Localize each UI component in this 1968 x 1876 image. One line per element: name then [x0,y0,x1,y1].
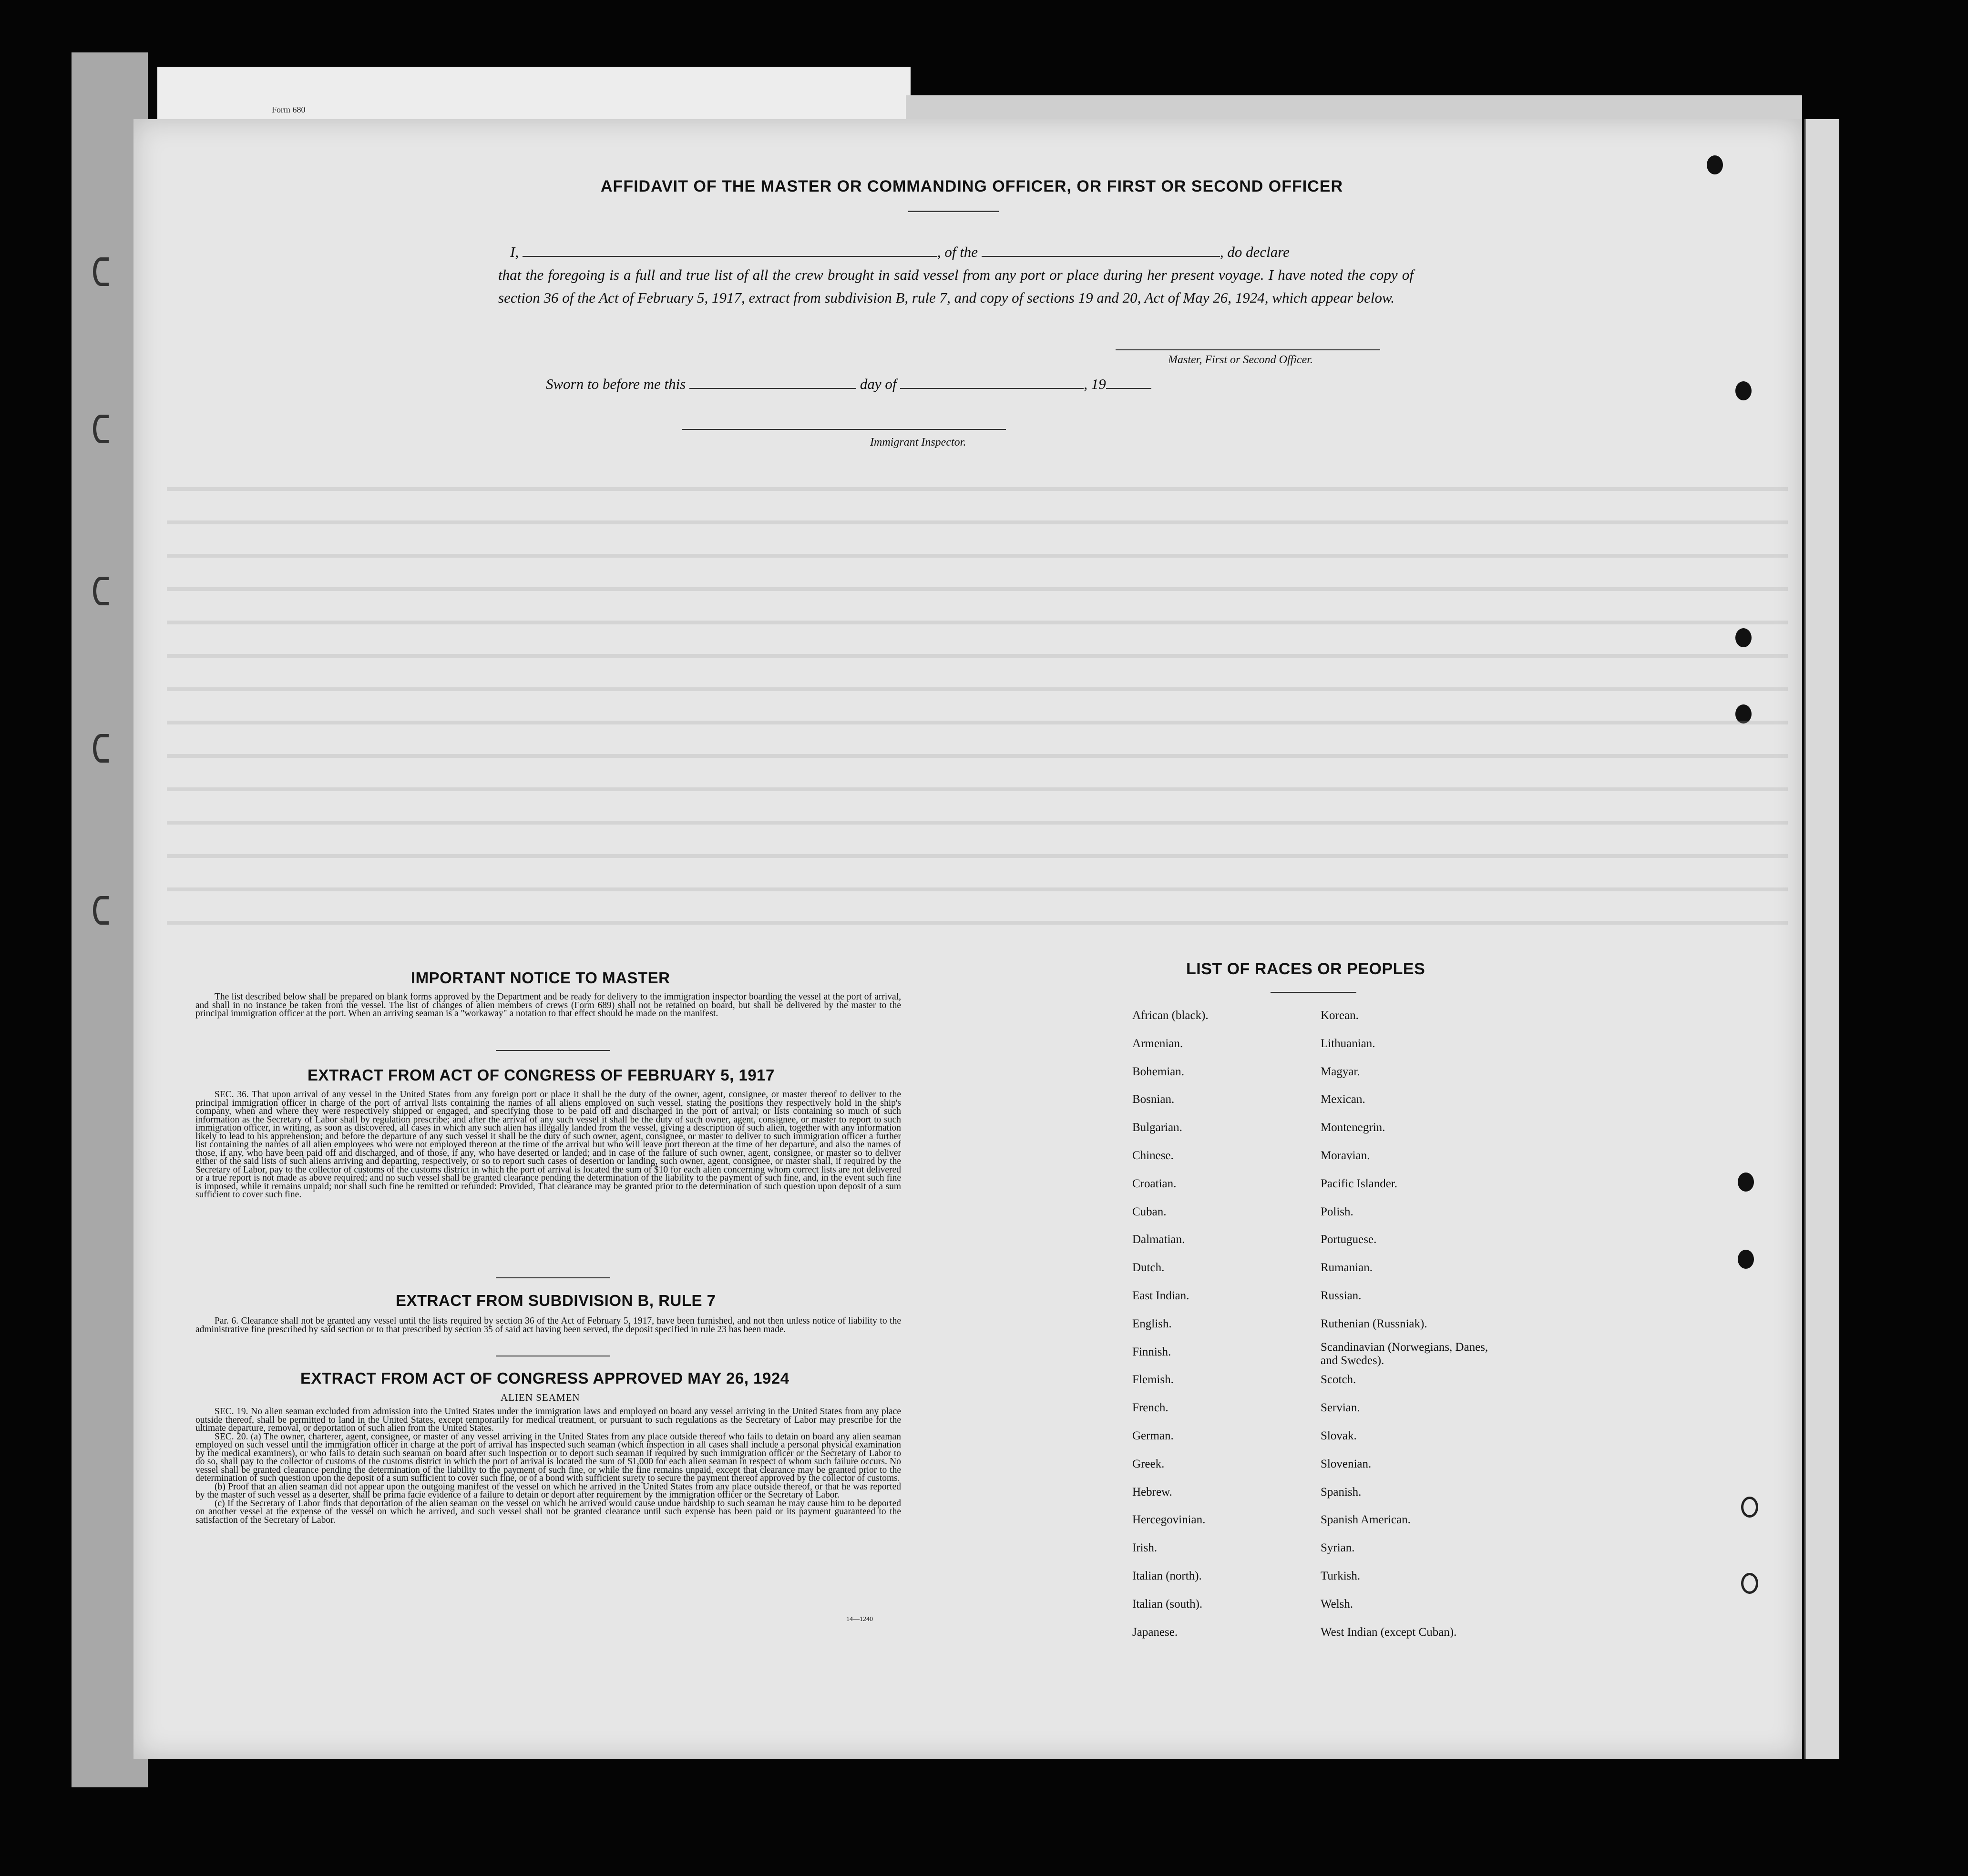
race-item: Moravian. [1321,1149,1370,1162]
signature-line [1116,349,1380,350]
race-item: Italian (south). [1132,1597,1203,1611]
vessel-blank[interactable] [982,245,1220,257]
notice-paragraph: The list described below shall be prepared on blank forms approved by the Department and be ready for delivery to the immigration inspector boarding the vessel at the port of arrival, and shall in no instance be taken from the vessel. The list of changes of alien members of crews (Form 689) shall not be retained on board, but shall be delivered by the master to the principal immigration officer at the port. When an arriving seaman is a "workaway" a notation to that effect should be made on the manifest. [195,992,901,1019]
sec20a-paragraph: SEC. 20. (a) The owner, charterer, agent, consignee, or master of any vessel arriving in the United States from any place outside thereof who fails to detain on board any alien seaman employed on such vessel until the immigration officer in charge at the port of arrival has inspected such seaman (which inspection in all cases shall include a personal physical examination by the medical examiners), or who fails to detain such seaman on board after such inspection or to deport such seaman if required by such immigration officer or the Secretary of Labor to do so, shall pay to the collector of customs of the customs district in which the port of arrival is located the sum of $1,000 for each alien seaman in respect of whom such failure occurs. No vessel shall be granted clearance pending the determination of the liability to the payment of such fine, or while the fine remains unpaid, except that clearance may be granted prior to the determination of such question upon the deposit of a sum sufficient to cover such fine, or of a bond with sufficient surety to secure the payment thereof approved by the collector of customs. [195,1431,901,1483]
race-item: Hebrew. [1132,1485,1172,1499]
page-edge-strip [1804,119,1839,1759]
sworn-day-blank[interactable] [689,377,856,389]
title-divider [908,211,999,212]
race-item: Magyar. [1321,1065,1360,1078]
punch-hole-icon [1741,1497,1758,1518]
race-item: Servian. [1321,1401,1360,1415]
race-item: Dutch. [1132,1261,1165,1274]
extract-1924-text [195,1407,901,1524]
race-item: Croatian. [1132,1177,1177,1190]
sec20b-paragraph: (b) Proof that an alien seaman did not appear upon the outgoing manifest of the vessel on which he arrived in the United States from any place outside thereof, or that he was reported by the master of such vessel as a deserter, shall be prima facie evidence of a failure to detain or deport after requirement by the immigration officer or the Secretary of Labor. [195,1481,901,1500]
race-item: Pacific Islander. [1321,1177,1398,1190]
punch-hole-icon [1707,155,1723,174]
affidavit-i: I, [510,244,519,260]
race-item: Hercegovinian. [1132,1513,1206,1527]
name-blank[interactable] [523,245,937,257]
race-item: Portuguese. [1321,1233,1377,1246]
race-item: Korean. [1321,1009,1359,1022]
race-item: Scandinavian (Norwegians, Danes, and Swedes). [1321,1340,1488,1367]
sworn-year-label: , 19 [1084,376,1106,392]
notice-divider [496,1050,610,1051]
race-item: Bohemian. [1132,1065,1185,1078]
race-item: Greek. [1132,1457,1165,1470]
sworn-year-blank[interactable] [1106,377,1151,389]
race-item: Spanish. [1321,1485,1362,1499]
form-label: Form 680 [272,105,306,114]
notice-title: IMPORTANT NOTICE TO MASTER [411,969,670,987]
race-item: French. [1132,1401,1168,1415]
sworn-month-blank[interactable] [900,377,1084,389]
sworn-prefix: Sworn to before me this [546,376,686,392]
race-item: Polish. [1321,1205,1353,1218]
inspector-label: Immigrant Inspector. [870,436,966,449]
form-code: 14—1240 [846,1616,873,1623]
races-title: LIST OF RACES OR PEOPLES [1186,960,1425,978]
punch-hole-icon [1738,1250,1754,1269]
affidavit-declaration [498,241,1414,309]
race-item: Scotch. [1321,1373,1356,1387]
sec36-paragraph: SEC. 36. That upon arrival of any vessel in the United States from any foreign port or place it shall be the duty of the owner, agent, consignee, or master thereof to deliver to the principal immigration officer in charge of the port of arrival lists containing the names of all aliens employed on such vessel, stating the positions they respectively hold in the ship's company, when and where they were respectively shipped or engaged, and specifying those to be paid off and discharged in the port of arrival; or lists containing so much of such information as the Secretary of Labor shall by regulation prescribe; and after the arrival of any such vessel it shall be the duty of such owner, agent, consignee, or master to report to such immigration officer, in writing, as soon as discovered, all cases in which any such alien has illegally landed from the vessel, giving a description of such alien, together with any information likely to lead to his apprehension; and before the departure of any such vessel it shall be the duty of such owner, agent, consignee, or master to deliver to such immigration officer a further list containing the names of all alien employees who were not employed thereon at the time of the arrival but who will leave port thereon at the time of her departure, and also the names of those, if any, who have been paid off and discharged, and of those, if any, who have deserted or landed; and in case of the failure of such owner, agent, consignee, or master so to deliver either of the said lists of such aliens arriving and departing, respectively, or so to report such cases of desertion or landing, such owner, agent, consignee, or master shall, if required by the Secretary of Labor, pay to the collector of customs of the customs district in which the port of arrival is located the sum of $10 for each alien concerning whom correct lists are not delivered or a true report is not made as above required; and no such vessel shall be granted clearance pending the determination of the liability to the payment of such fine, and, in the event such fine is imposed, while it remains unpaid; nor shall such fine be remitted or refunded: Provided, That clearance may be granted prior to the determination of such question upon deposit of a sum sufficient to cover such fine. [195,1090,901,1200]
punch-hole-icon [1741,1573,1758,1594]
alien-seamen-subtitle: ALIEN SEAMEN [501,1392,580,1403]
race-item: Irish. [1132,1541,1158,1555]
race-item: Slovak. [1321,1429,1357,1442]
race-item: Welsh. [1321,1597,1353,1611]
race-item: East Indian. [1132,1289,1189,1302]
race-item: Flemish. [1132,1373,1174,1387]
binder-hole-icon [93,577,109,605]
sworn-line [546,376,1151,393]
race-item: Japanese. [1132,1625,1178,1639]
race-item: Spanish American. [1321,1513,1411,1527]
punch-hole-icon [1735,381,1752,400]
inspector-signature-line [682,429,1006,430]
punch-hole-icon [1738,1172,1754,1192]
race-item: Montenegrin. [1321,1121,1385,1134]
race-item: Ruthenian (Russniak). [1321,1317,1427,1330]
race-item: Rumanian. [1321,1261,1373,1274]
race-item: German. [1132,1429,1174,1442]
race-item: Chinese. [1132,1149,1174,1162]
extract-1924-title: EXTRACT FROM ACT OF CONGRESS APPROVED MAY 26, 1924 [300,1369,789,1387]
sec19-paragraph: SEC. 19. No alien seaman excluded from admission into the United States under the immigration laws and employed on board any vessel arriving in the United States from any place outside thereof, shall be permitted to land in the United States, except temporarily for medical treatment, or pursuant to such regulations as the Secretary of Labor may prescribe for the ultimate departure, removal, or deportation of such alien from the United States. [195,1407,901,1433]
race-item: Italian (north). [1132,1570,1202,1582]
race-item: Armenian. [1132,1037,1183,1050]
notice-text [195,993,901,1018]
affidavit-of: , of the [937,244,978,260]
sec36-divider [496,1277,610,1278]
race-item: Dalmatian. [1132,1233,1185,1246]
binder-hole-icon [93,896,109,925]
bleed-through-manifest [167,458,1788,953]
affidavit-declare: , do declare [1220,244,1290,260]
binder-hole-icon [93,415,109,443]
race-item: Finnish. [1132,1345,1171,1358]
binder-hole-icon [93,257,109,286]
race-item: Slovenian. [1321,1457,1372,1470]
race-item: Turkish. [1321,1570,1361,1582]
race-item: Bosnian. [1132,1093,1175,1106]
race-item: Mexican. [1321,1093,1365,1106]
race-item: Lithuanian. [1321,1037,1375,1050]
rule7-text [195,1317,901,1334]
sec20c-paragraph: (c) If the Secretary of Labor finds that deportation of the alien seaman on the vessel on which he arrived would cause undue hardship to such seaman he may cause him to be deported on another vessel at the expense of the vessel on which he arrived, and such vessel shall not be granted clearance until such expense has been paid or its payment guaranteed to the satisfaction of the Secretary of Labor. [195,1498,901,1525]
race-item: African (black). [1132,1009,1209,1022]
underlying-sheet-top [157,67,911,124]
extract-1917-title: EXTRACT FROM ACT OF CONGRESS OF FEBRUARY 5, 1917 [308,1066,775,1084]
race-item: Cuban. [1132,1205,1167,1218]
race-item: Syrian. [1321,1541,1355,1555]
rule7-title: EXTRACT FROM SUBDIVISION B, RULE 7 [396,1292,716,1309]
race-item: West Indian (except Cuban). [1321,1625,1457,1639]
affidavit-title: AFFIDAVIT OF THE MASTER OR COMMANDING OFFICER, OR FIRST OR SECOND OFFICER [601,177,1343,195]
race-item: English. [1132,1317,1172,1330]
affidavit-body: that the foregoing is a full and true list of all the crew brought in said vessel from any port or place during her present voyage. I have noted the copy of section 36 of the Act of February 5, 1917, extract from subdivision B, rule 7, and copy of sections 19 and 20, Act of May 26, 1924, which appear below. [498,266,1414,306]
extract-1917-text [195,1091,901,1199]
par6-paragraph: Par. 6. Clearance shall not be granted any vessel until the lists required by section 36 of the Act of February 5, 1917, have been furnished, and not then unless notice of liability to the administrative fine prescribed by said section or to that prescribed by section 35 of said act having been served, the deposit specified in rule 23 has been made. [195,1316,901,1335]
race-item: Russian. [1321,1289,1362,1302]
sworn-day-label: day of [860,376,897,392]
races-divider [1271,992,1356,993]
race-item: Bulgarian. [1132,1121,1182,1134]
binder-hole-icon [93,734,109,763]
signature-label: Master, First or Second Officer. [1168,354,1313,366]
